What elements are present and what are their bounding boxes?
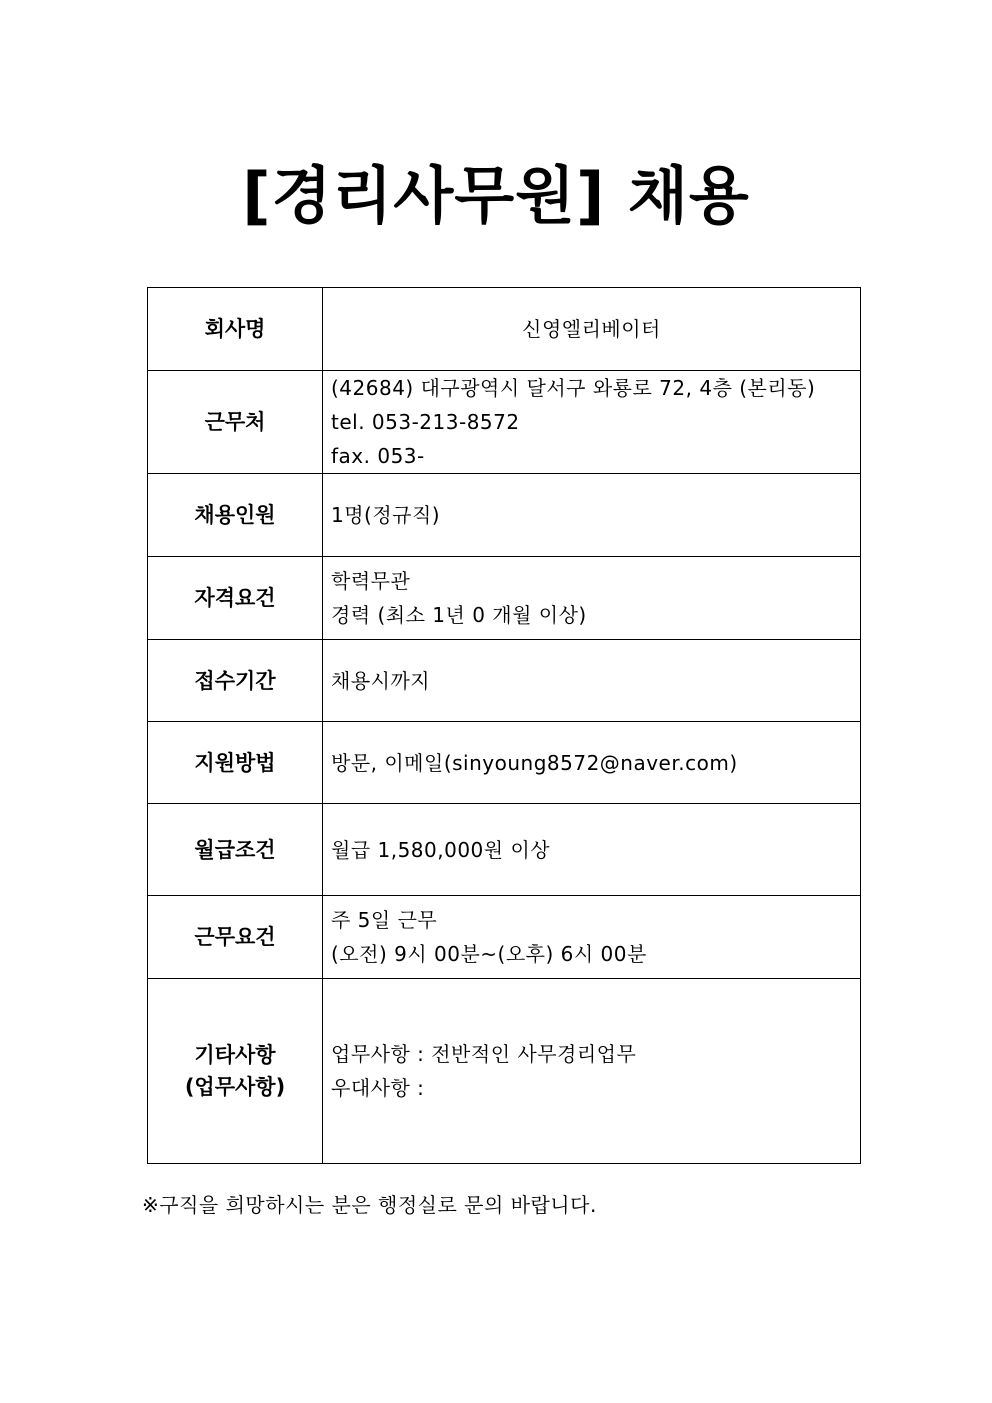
job-info-table — [147, 287, 861, 1164]
row-label — [148, 979, 323, 1164]
table-row-work-conditions — [148, 896, 861, 979]
table-row-salary — [148, 804, 861, 896]
row-value — [323, 371, 861, 474]
value-line: 월급 1,580,000원 이상 — [331, 837, 551, 862]
value-line: 업무사항 : 전반적인 사무경리업무 — [331, 1042, 637, 1066]
row-value — [323, 640, 861, 722]
value-line: (42684) 대구광역시 달서구 와룡로 72, 4층 (본리동) — [331, 376, 816, 400]
table-row-workplace — [148, 371, 861, 474]
value-line: fax. 053- — [331, 444, 425, 468]
table-row-company — [148, 288, 861, 371]
row-label: 근무처 — [148, 371, 323, 474]
footer-note: ※구직을 희망하시는 분은 행정실로 문의 바랍니다. — [142, 1193, 597, 1217]
row-label: 채용인원 — [148, 474, 323, 557]
row-value — [323, 474, 861, 557]
row-value — [323, 722, 861, 804]
value-line: 우대사항 : — [331, 1076, 425, 1100]
row-label: 지원방법 — [148, 722, 323, 804]
row-label: 회사명 — [148, 288, 323, 371]
value-line: tel. 053-213-8572 — [331, 410, 520, 434]
row-value — [323, 557, 861, 640]
label-line: 기타사항 — [194, 1043, 276, 1067]
table-row-qualification — [148, 557, 861, 640]
table-row-other — [148, 979, 861, 1164]
value-line: (오전) 9시 00분~(오후) 6시 00분 — [331, 942, 647, 966]
table-row-headcount — [148, 474, 861, 557]
row-value — [323, 979, 861, 1164]
value-line: 방문, 이메일(sinyoung8572@naver.com) — [331, 750, 738, 775]
row-value — [323, 896, 861, 979]
table-row-application-method — [148, 722, 861, 804]
value-line: 주 5일 근무 — [331, 908, 438, 932]
value-line: 경력 (최소 1년 0 개월 이상) — [331, 603, 587, 627]
value-line: 1명(정규직) — [331, 503, 441, 527]
row-value — [323, 288, 861, 371]
page-title: [경리사무원] 채용 — [242, 159, 750, 232]
value-line: 채용시까지 — [331, 668, 431, 693]
row-label: 자격요건 — [148, 557, 323, 640]
value-line: 학력무관 — [331, 569, 411, 593]
table-row-application-period — [148, 640, 861, 722]
row-label: 월급조건 — [148, 804, 323, 896]
value-line: 신영엘리베이터 — [522, 317, 661, 341]
row-label: 근무요건 — [148, 896, 323, 979]
row-value — [323, 804, 861, 896]
row-label: 접수기간 — [148, 640, 323, 722]
label-line: (업무사항) — [184, 1075, 286, 1099]
